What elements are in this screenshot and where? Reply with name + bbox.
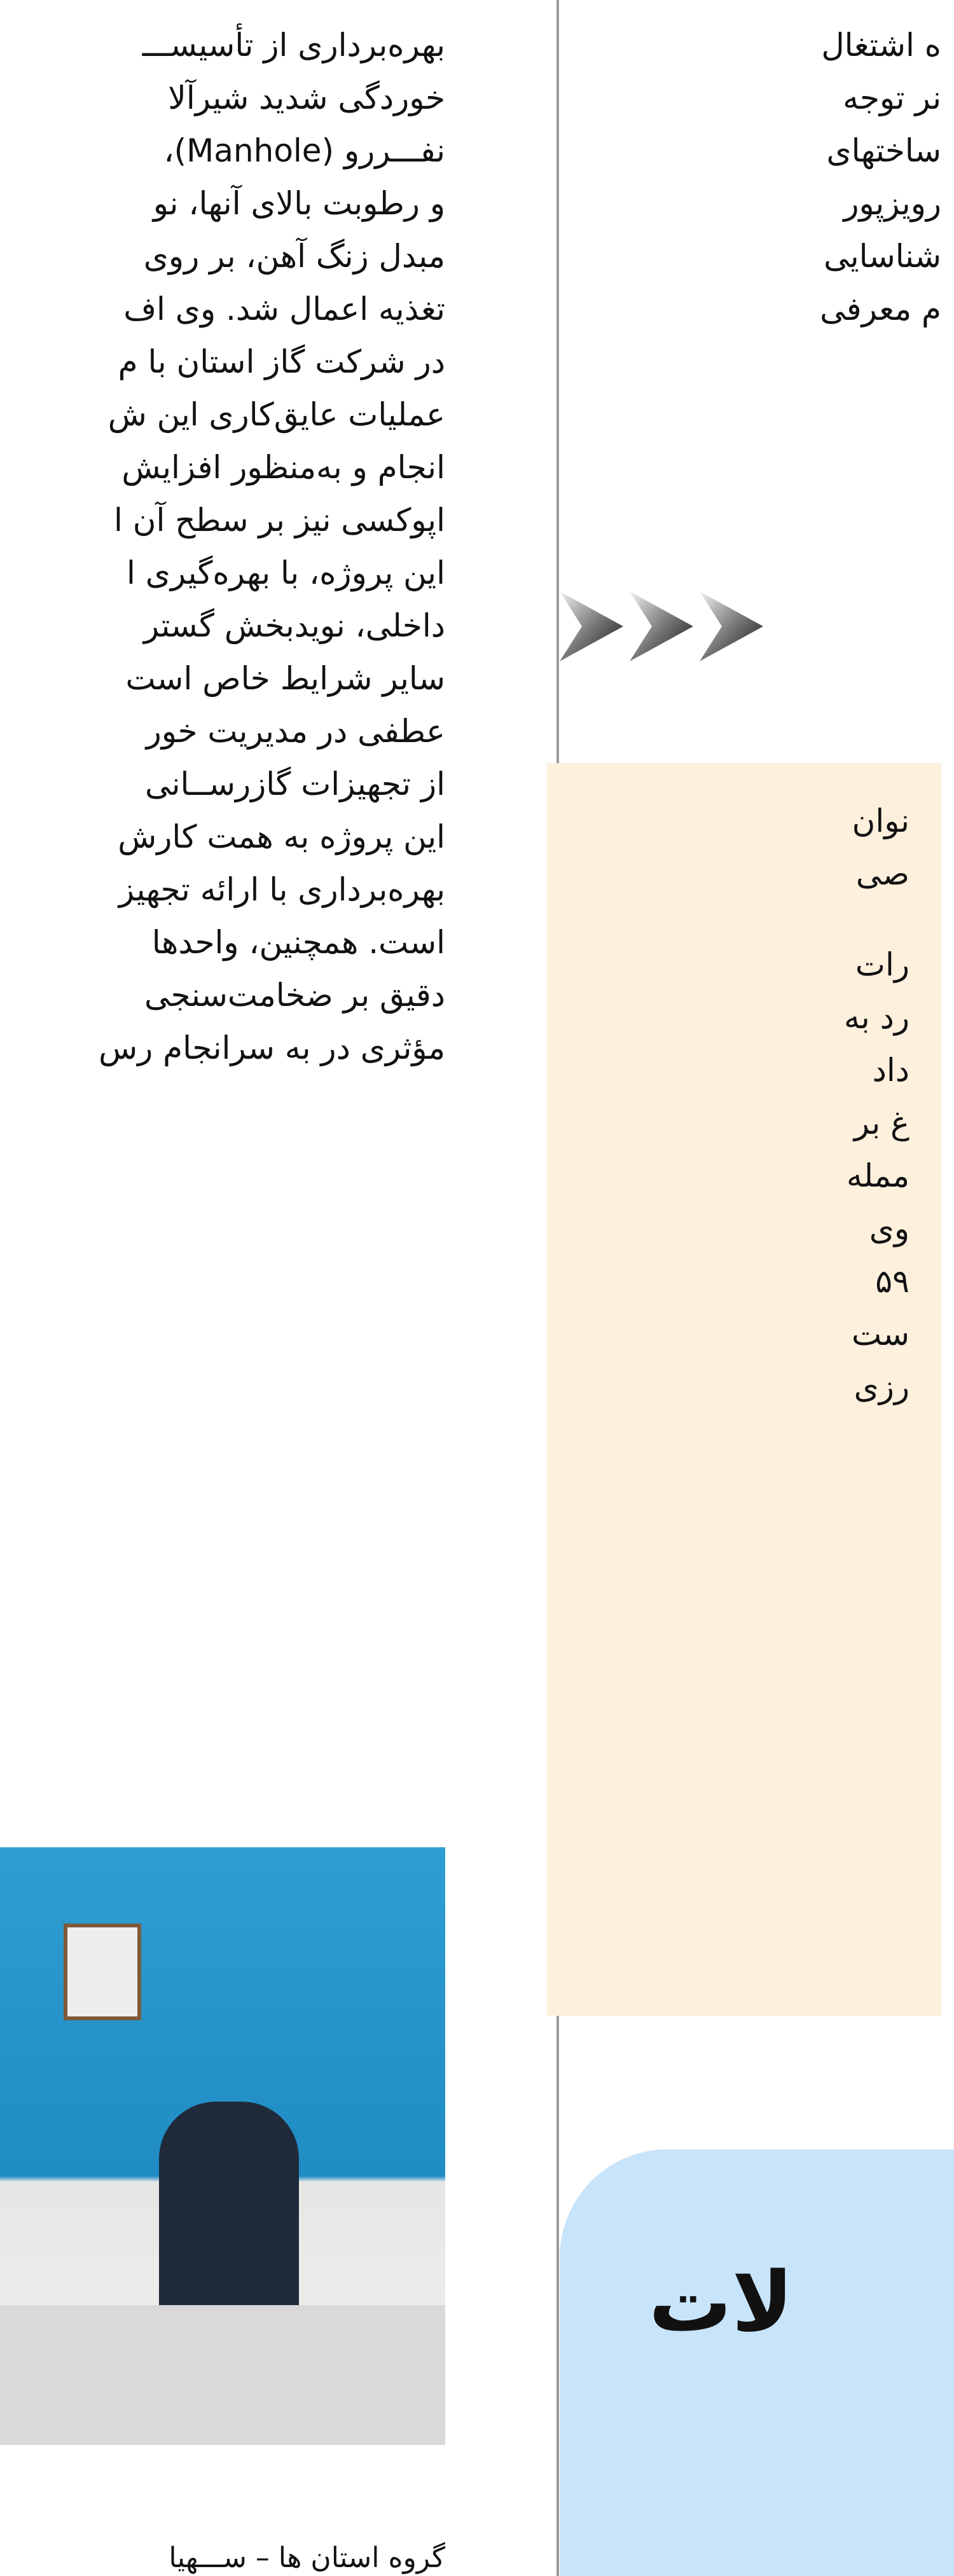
blue-feature-panel — [560, 2149, 954, 2576]
box-line: رزی — [854, 1368, 909, 1405]
text-line: رویزپور — [843, 185, 941, 222]
text-line: سایر شرایط خاص است — [125, 660, 445, 697]
triangle-arrows-icon — [560, 591, 852, 661]
text-line: ه اشتغال — [821, 27, 941, 64]
text-line: شناسایی — [824, 238, 941, 275]
article-body-left — [0, 19, 471, 1075]
box-line: داد — [872, 1052, 909, 1089]
box-line: ممله — [846, 1157, 909, 1194]
right-column — [547, 0, 954, 2576]
article-body-right — [547, 19, 954, 336]
box-line: نوان — [852, 802, 909, 839]
text-line: م معرفی — [820, 291, 941, 327]
text-line: این پروژه، با بهره‌گیری ا — [127, 554, 445, 591]
panel-title: لات — [649, 2254, 794, 2350]
conference-table — [0, 2305, 445, 2445]
text-line: و رطوبت بالای آنها، نو — [153, 185, 445, 222]
box-line: رات — [855, 946, 909, 983]
text-line: مؤثری در به سرانجام رس — [99, 1030, 445, 1066]
text-line: انجام و به‌منظور افزایش — [121, 449, 445, 486]
box-line: وی — [869, 1210, 909, 1247]
info-box — [547, 763, 941, 2016]
text-line: ساختهای — [826, 132, 941, 169]
text-line: عطفی در مدیریت خور — [146, 713, 445, 750]
meeting-photo — [0, 1847, 445, 2445]
decorative-arrows — [560, 591, 852, 661]
text-line: داخلی، نویدبخش گستر — [143, 607, 445, 644]
text-line: از تجهیزات گازرســانی — [144, 766, 445, 802]
text-line: این پروژه به همت کارش — [118, 818, 445, 855]
wall-portrait — [64, 1924, 141, 2020]
text-line: تغذیه اعمال شد. وی اف — [123, 291, 445, 327]
text-line: عملیات عایق‌کاری این ش — [107, 396, 445, 433]
box-line: ۵۹ — [875, 1263, 909, 1300]
text-line: دقیق بر ضخامت‌سنجی — [144, 977, 445, 1014]
text-line: بهره‌برداری با ارائه تجهیز — [118, 871, 445, 908]
photo-caption: گروه استان ها – ســـهیا — [169, 2542, 445, 2574]
text-line: نر توجه — [843, 79, 941, 116]
text-line: در شرکت گاز استان با م — [118, 343, 445, 380]
box-line: ست — [852, 1316, 909, 1353]
box-line: غ بر — [854, 1105, 909, 1141]
text-line: بهره‌برداری از تأسیســـ — [142, 27, 445, 64]
left-column — [0, 0, 471, 2576]
text-line: مبدل زنگ آهن، بر روی — [143, 238, 445, 275]
box-line: رد به — [843, 999, 909, 1036]
box-line: صی — [855, 855, 909, 892]
text-line: نفـــررو (Manhole)، — [163, 132, 445, 169]
text-line: خوردگی شدید شیرآلا — [168, 79, 445, 116]
text-line: است. همچنین، واحدها — [151, 924, 445, 961]
text-line: اپوکسی نیز بر سطح آن ا — [114, 502, 445, 539]
